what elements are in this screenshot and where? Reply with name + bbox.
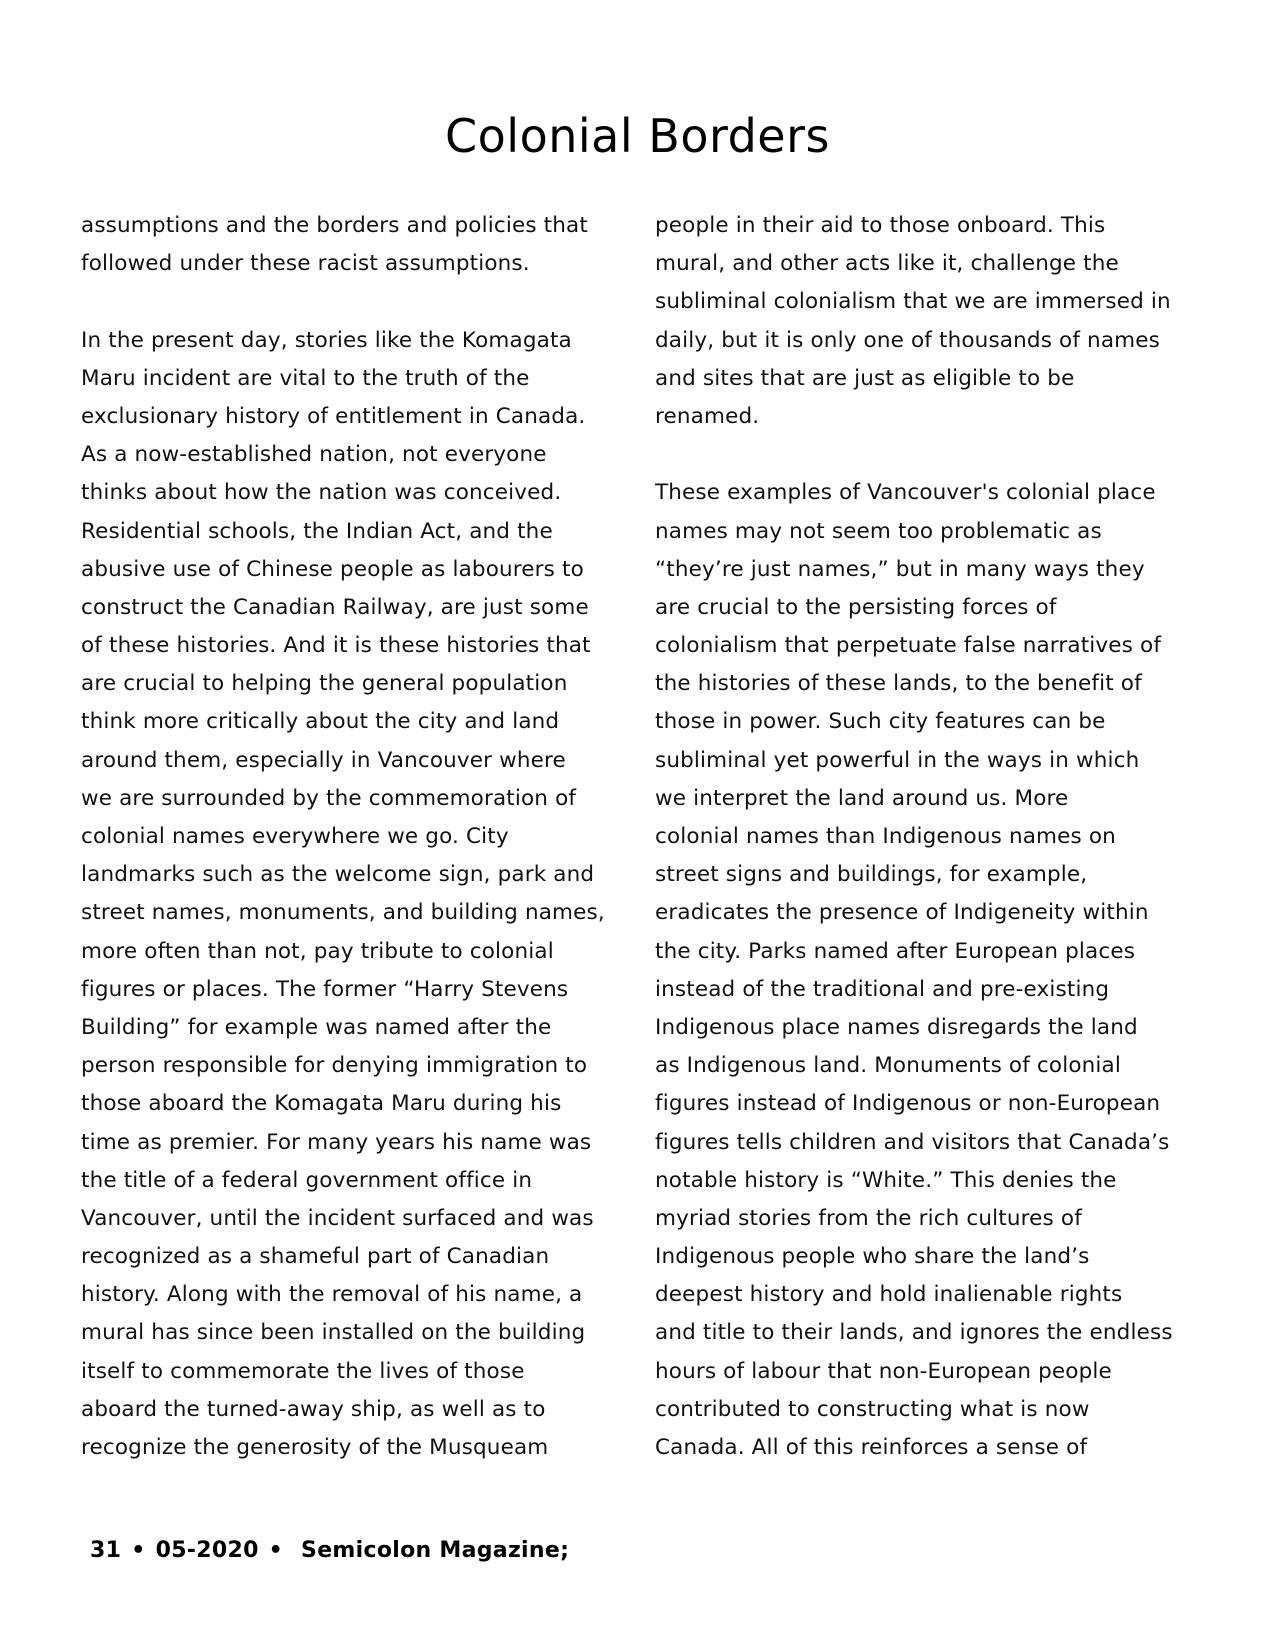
text-line: we interpret the land around us. More — [655, 785, 1069, 811]
text-line: landmarks such as the welcome sign, park and — [81, 862, 595, 888]
bullet-separator: • — [131, 1538, 146, 1563]
text-line: of these histories. And it is these histories that — [81, 633, 591, 659]
text-line: figures or places. The former “Harry Stevens — [81, 976, 569, 1002]
text-line: instead of the traditional and pre-existing — [655, 976, 1110, 1002]
text-line: contributed to constructing what is now — [655, 1396, 1090, 1422]
text-line: abusive use of Chinese people as labourers to — [81, 556, 584, 582]
text-line: think more critically about the city and land — [81, 709, 560, 735]
right-column — [655, 207, 1215, 1467]
text-line: are crucial to the persisting forces of — [655, 594, 1057, 620]
text-line: subliminal colonialism that we are immersed in — [655, 289, 1171, 315]
page-footer — [90, 1538, 569, 1563]
text-line: Indigenous people who share the land’s — [655, 1244, 1090, 1270]
text-line: and title to their lands, and ignores the endless — [655, 1320, 1173, 1346]
text-line: These examples of Vancouver's colonial place — [655, 480, 1156, 506]
text-line: more often than not, pay tribute to colonial — [81, 938, 554, 964]
text-line: history. Along with the removal of his name, a — [81, 1282, 583, 1308]
text-line: Canada. All of this reinforces a sense of — [655, 1435, 1088, 1460]
text-line: colonialism that perpetuate false narratives of — [655, 633, 1162, 659]
text-line: and sites that are just as eligible to be — [655, 365, 1075, 391]
left-column — [81, 207, 641, 1467]
text-line: thinks about how the nation was conceived. — [81, 480, 562, 506]
text-line: the title of a federal government office in — [81, 1167, 533, 1193]
text-line: myriad stories from the rich cultures of — [655, 1205, 1082, 1231]
text-line: “they’re just names,” but in many ways they — [655, 556, 1145, 582]
text-line: are crucial to helping the general population — [81, 671, 568, 697]
text-line: deepest history and hold inalienable rights — [655, 1282, 1123, 1308]
text-line: the histories of these lands, to the benefit of — [655, 671, 1142, 697]
text-line: mural has since been installed on the building — [81, 1320, 586, 1346]
text-line: followed under these racist assumptions. — [81, 251, 530, 277]
text-line: street signs and buildings, for example, — [655, 862, 1088, 888]
text-line: the city. Parks named after European places — [655, 938, 1136, 964]
text-line: as Indigenous land. Monuments of colonial — [655, 1053, 1121, 1079]
paragraph-break — [655, 436, 1215, 474]
text-line: recognize the generosity of the Musqueam — [81, 1435, 549, 1460]
text-line: those in power. Such city features can be — [655, 709, 1106, 735]
text-line: aboard the turned-away ship, as well as to — [81, 1396, 546, 1422]
text-line: names may not seem too problematic as — [655, 518, 1102, 544]
text-line: Building” for example was named after the — [81, 1014, 552, 1040]
text-line: mural, and other acts like it, challenge the — [655, 251, 1119, 277]
text-line: colonial names everywhere we go. City — [81, 824, 509, 849]
text-line: hours of labour that non-European people — [655, 1358, 1112, 1384]
issue-date: 05-2020 — [155, 1538, 259, 1563]
text-line: Maru incident are vital to the truth of the — [81, 365, 530, 391]
text-line: person responsible for denying immigration to — [81, 1053, 588, 1079]
text-line: those aboard the Komagata Maru during his — [81, 1091, 562, 1117]
text-line: Vancouver, until the incident surfaced and was — [81, 1205, 594, 1231]
text-line: renamed. — [655, 403, 760, 429]
text-line: colonial names than Indigenous names on — [655, 824, 1116, 849]
text-line: around them, especially in Vancouver where — [81, 747, 566, 773]
page-number: 31 — [90, 1538, 122, 1563]
text-line: eradicates the presence of Indigeneity within — [655, 900, 1149, 926]
text-line: exclusionary history of entitlement in Canada. — [81, 403, 586, 429]
text-line: construct the Canadian Railway, are just some — [81, 594, 589, 620]
text-line: street names, monuments, and building names, — [81, 900, 605, 926]
page-title: Colonial Borders — [445, 108, 830, 163]
text-line: recognized as a shameful part of Canadian — [81, 1244, 550, 1270]
text-line: subliminal yet powerful in the ways in which — [655, 747, 1140, 773]
text-line: As a now-established nation, not everyone — [81, 442, 547, 468]
text-line: In the present day, stories like the Komagata — [81, 327, 572, 353]
text-line: figures tells children and visitors that Canada’s — [655, 1129, 1170, 1155]
text-line: figures instead of Indigenous or non-European — [655, 1091, 1161, 1117]
text-line: assumptions and the borders and policies that — [81, 213, 588, 238]
text-line: daily, but it is only one of thousands of names — [655, 327, 1160, 353]
text-line: notable history is “White.” This denies the — [655, 1167, 1117, 1193]
text-line: itself to commemorate the lives of those — [81, 1358, 525, 1384]
text-line: time as premier. For many years his name was — [81, 1129, 592, 1155]
paragraph-break — [81, 283, 641, 321]
text-line: Residential schools, the Indian Act, and the — [81, 518, 553, 544]
text-line: people in their aid to those onboard. This — [655, 213, 1106, 238]
text-line: Indigenous place names disregards the land — [655, 1014, 1138, 1040]
bullet-separator: • — [268, 1538, 284, 1563]
publication-name: Semicolon Magazine; — [301, 1538, 570, 1563]
text-line: we are surrounded by the commemoration of — [81, 785, 577, 811]
